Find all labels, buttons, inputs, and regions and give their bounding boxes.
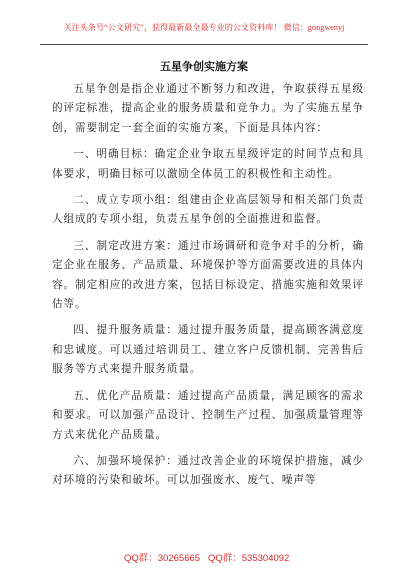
document-body bbox=[52, 80, 364, 498]
promo-banner-text: 关注头条号“公文研究”，获得最新最全最专业的公文资料库！ 微信：gongwenyj bbox=[63, 23, 345, 32]
header-divider bbox=[40, 44, 368, 45]
document-title: 五星争创实施方案 bbox=[160, 60, 248, 73]
paragraph-improvement-plan: 三、制定改进方案：通过市场调研和竞争对手的分析，确定企业在服务、产品质量、环境保护等方面需要改进的具体内容。制定相应的改进方案，包括目标设定、措施实施和效果评估等。 bbox=[52, 239, 364, 311]
paragraph-clear-goals: 一、明确目标：确定企业争取五星级评定的时间节点和具体要求，明确目标可以激励全体员工的积极性和主动性。 bbox=[52, 148, 364, 180]
footer-qq-group-2: QQ群：535304092 bbox=[208, 553, 290, 564]
paragraph-intro: 五星争创是指企业通过不断努力和改进，争取获得五星级的评定标准，提高企业的服务质量和竞争力。为了实施五星争创，需要制定一套全面的实施方案，下面是具体内容： bbox=[52, 83, 364, 134]
page-header bbox=[0, 0, 408, 54]
paragraph-task-group: 二、成立专项小组：组建由企业高层领导和相关部门负责人组成的专项小组，负责五星争创的全面推进和监督。 bbox=[52, 194, 364, 226]
paragraph-environment: 六、加强环境保护：通过改善企业的环境保护措施，减少对环境的污染和破坏。可以加强废水、废气、噪声等 bbox=[52, 454, 364, 487]
paragraph-service-quality: 四、提升服务质量：通过提升服务质量，提高顾客满意度和忠诚度。可以通过培训员工、建立客户反馈机制、完善售后服务等方式来提升服务质量。 bbox=[52, 324, 364, 376]
footer-qq-group-1: QQ群：30265665 bbox=[124, 553, 201, 564]
paragraph-product-quality: 五、优化产品质量：通过提高产品质量，满足顾客的需求和要求。可以加强产品设计、控制生产过程、加强质量管理等方式来优化产品质量。 bbox=[52, 389, 364, 441]
